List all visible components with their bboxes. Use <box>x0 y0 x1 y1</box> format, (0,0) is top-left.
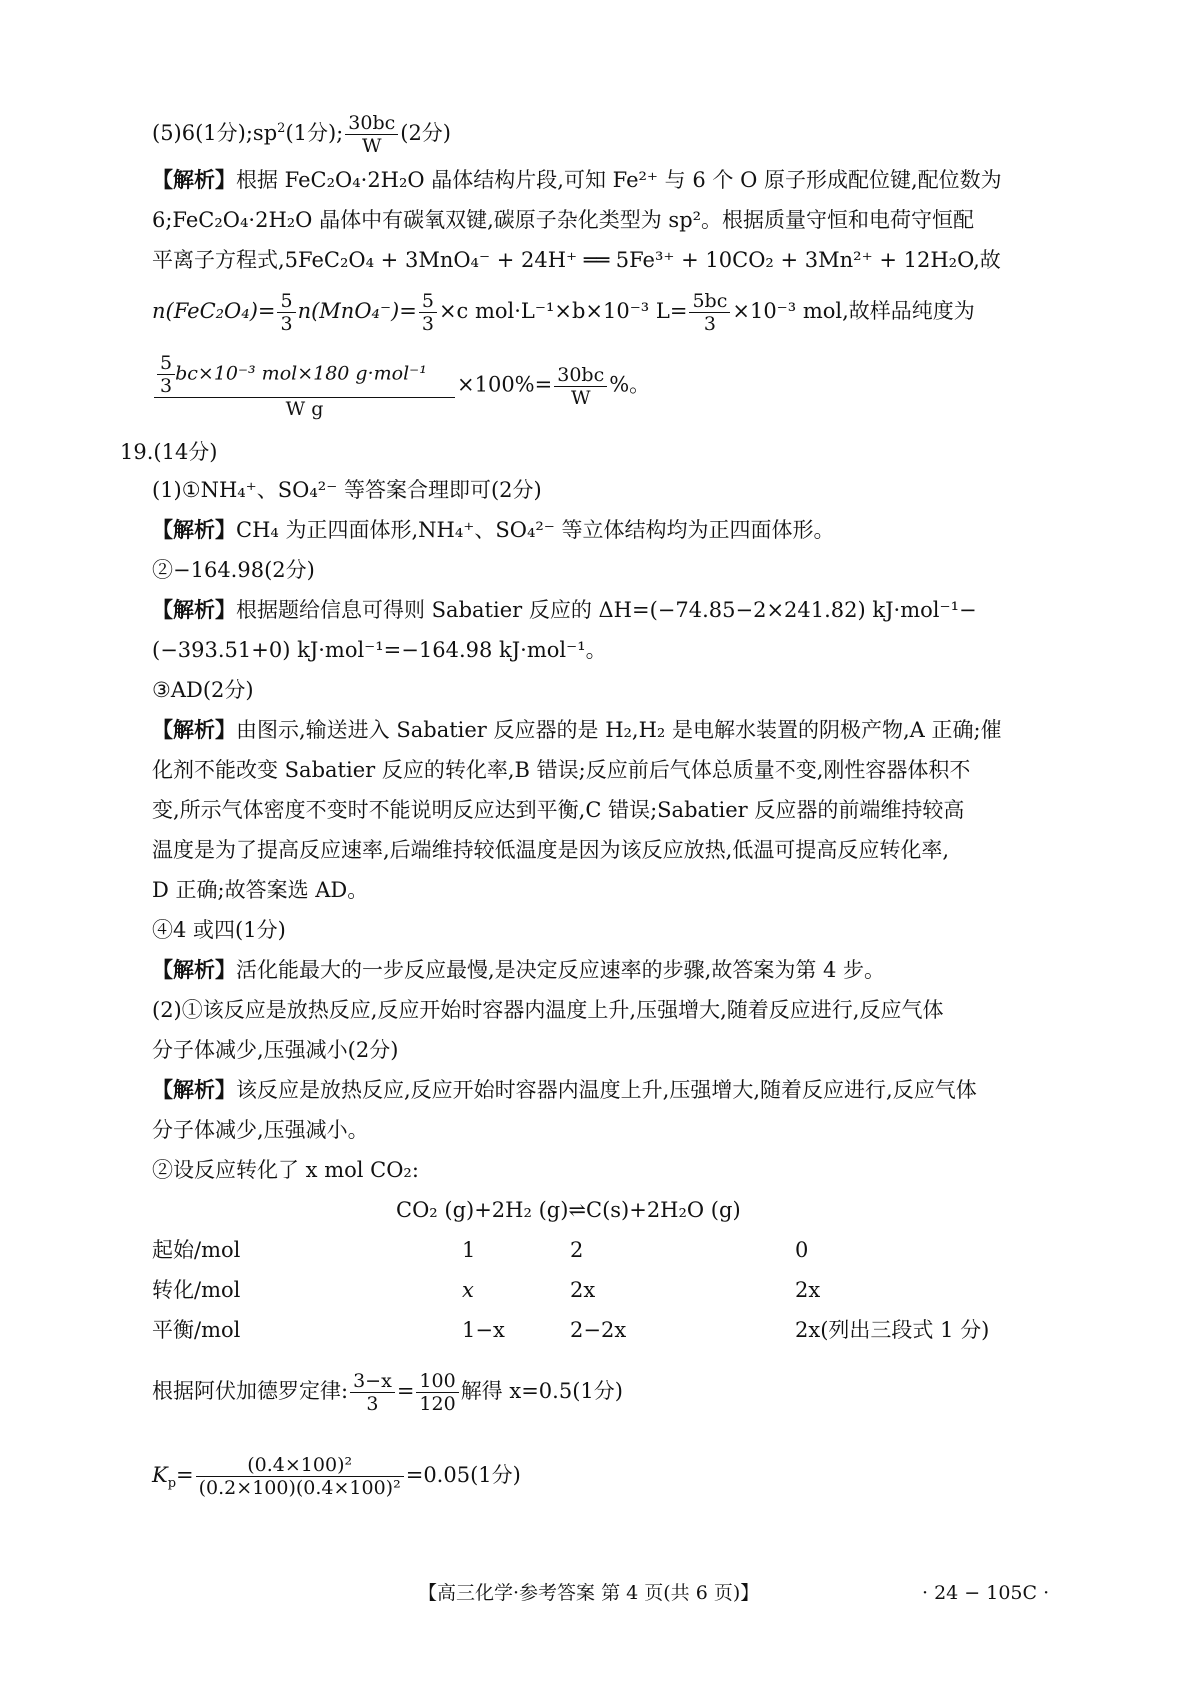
explanation-line: 【解析】活化能最大的一步反应最慢,是决定反应速率的步骤,故答案为第 4 步。 <box>152 958 886 982</box>
fraction-5-3: $\frac{5}{3}$ <box>277 290 295 335</box>
explanation-line: 【解析】根据题给信息可得则 Sabatier 反应的 ΔH=(−74.85−2×241.82) kJ·mol⁻¹− <box>152 598 977 622</box>
question-19-heading: 19.(14分) <box>120 440 218 464</box>
explanation-line: 变,所示气体密度不变时不能说明反应达到平衡,C 错误;Sabatier 反应器的前端维持较高 <box>152 798 965 822</box>
purity-fraction: $\frac{5}{3}$ bc×10⁻³ mol×180 g·mol⁻¹ W g <box>154 352 455 420</box>
reaction-equation: CO₂ (g)+2H₂ (g)⇌C(s)+2H₂O (g) <box>396 1198 741 1222</box>
explanation-tag: 【解析】 <box>152 1078 236 1102</box>
explanation-line: 温度是为了提高反应速率,后端维持较低温度是因为该反应放热,低温可提高反应转化率, <box>152 838 950 862</box>
answer-line: ③AD(2分) <box>152 678 254 702</box>
cell: 2x <box>795 1278 821 1302</box>
explanation-tag: 【解析】 <box>152 168 236 192</box>
row-label: 转化/mol <box>152 1278 241 1302</box>
explanation-line: 【解析】由图示,输送进入 Sabatier 反应器的是 H₂,H₂ 是电解水装置的阴极产物,A 正确;催 <box>152 718 1002 742</box>
fraction-5bc-3: $\frac{5bc}{3}$ <box>689 290 730 335</box>
explanation-tag: 【解析】 <box>152 598 236 622</box>
cell: 1 <box>462 1238 476 1262</box>
purity-formula: $\frac{5}{3}$ bc×10⁻³ mol×180 g·mol⁻¹ W g ×100%= $\frac{30bc}{W}$ %。 <box>152 352 650 420</box>
answer-line: (1)①NH₄⁺、SO₄²⁻ 等答案合理即可(2分) <box>152 478 542 502</box>
answer-line: ②−164.98(2分) <box>152 558 315 582</box>
explanation-line: D 正确;故答案选 AD。 <box>152 878 369 902</box>
page-footer: 【高三化学·参考答案 第 4 页(共 6 页)】 <box>418 1582 760 1604</box>
explanation-tag: 【解析】 <box>152 958 236 982</box>
superscript-2: 2 <box>277 121 286 136</box>
explanation-line: (−393.51+0) kJ·mol⁻¹=−164.98 kJ·mol⁻¹。 <box>152 638 607 662</box>
cell: 2x(列出三段式 1 分) <box>795 1318 990 1342</box>
fraction-5-3: $\frac{5}{3}$ <box>419 290 437 335</box>
explanation-line: 平离子方程式,5FeC₂O₄ + 3MnO₄⁻ + 24H⁺ ══ 5Fe³⁺ + 10CO₂ + 3Mn²⁺ + 12H₂O,故 <box>152 248 1001 272</box>
explanation-line: 【解析】CH₄ 为正四面体形,NH₄⁺、SO₄²⁻ 等立体结构均为正四面体形。 <box>152 518 835 542</box>
explanation-line: 化剂不能改变 Sabatier 反应的转化率,B 错误;反应前后气体总质量不变,刚性容器体积不 <box>152 758 971 782</box>
row-label: 平衡/mol <box>152 1318 241 1342</box>
answer-line: (2)①该反应是放热反应,反应开始时容器内温度上升,压强增大,随着反应进行,反应气体 <box>152 998 944 1022</box>
cell: 2−2x <box>570 1318 627 1342</box>
answer-line: ②设反应转化了 x mol CO₂: <box>152 1158 419 1182</box>
cell: 2 <box>570 1238 584 1262</box>
explanation-tag: 【解析】 <box>152 518 236 542</box>
fraction-3-x-over-3: $\frac{3-x}{3}$ <box>350 1370 395 1415</box>
row-label: 起始/mol <box>152 1238 241 1262</box>
answer-line: ④4 或四(1分) <box>152 918 286 942</box>
avogadro-line: 根据阿伏加德罗定律: $\frac{3-x}{3}$ = $\frac{100}{120}$ 解得 x=0.5(1分) <box>152 1370 623 1415</box>
answer-line: 分子体减少,压强减小(2分) <box>152 1038 399 1062</box>
explanation-line: 【解析】该反应是放热反应,反应开始时容器内温度上升,压强增大,随着反应进行,反应气体 <box>152 1078 977 1102</box>
explanation-line: 【解析】根据 FeC₂O₄·2H₂O 晶体结构片段,可知 Fe²⁺ 与 6 个 O 原子形成配位键,配位数为 <box>152 168 1002 192</box>
cell: 0 <box>795 1238 809 1262</box>
explanation-line: 分子体减少,压强减小。 <box>152 1118 369 1142</box>
fraction-30bc-w: $\frac{30bc}{W}$ <box>345 112 398 157</box>
doc-code: · 24 − 105C · <box>922 1582 1050 1604</box>
answer-5: (5)6(1分)$;sp^2(1$分); $\frac{30bc}{W}$ (2分) <box>152 112 451 157</box>
explanation-line: 6;FeC₂O₄·2H₂O 晶体中有碳氧双键,碳原子杂化类型为 sp²。根据质量守恒和电荷守恒配 <box>152 208 975 232</box>
kp-line: $K_p=$ $\frac{\text{(0.4×100)²}}{\text{(0.2×100)(0.4×100)²}}$ =0.05(1分) <box>152 1454 521 1499</box>
explanation-line: n(FeC₂O₄)= $\frac{5}{3}$ n(MnO₄⁻)= $\frac{5}{3}$ ×c mol·L⁻¹×b×10⁻³ L= $\frac{5bc}{3}$ ×10⁻³ mol,故样品纯度为 <box>152 290 975 335</box>
kp-fraction: $\frac{\text{(0.4×100)²}}{\text{(0.2×100)(0.4×100)²}}$ <box>196 1454 404 1499</box>
cell: 1−x <box>462 1318 505 1342</box>
cell: x <box>462 1278 474 1302</box>
fraction-100-120: $\frac{100}{120}$ <box>416 1370 458 1415</box>
explanation-tag: 【解析】 <box>152 718 236 742</box>
cell: 2x <box>570 1278 596 1302</box>
fraction-30bc-w: $\frac{30bc}{W}$ <box>554 364 607 409</box>
